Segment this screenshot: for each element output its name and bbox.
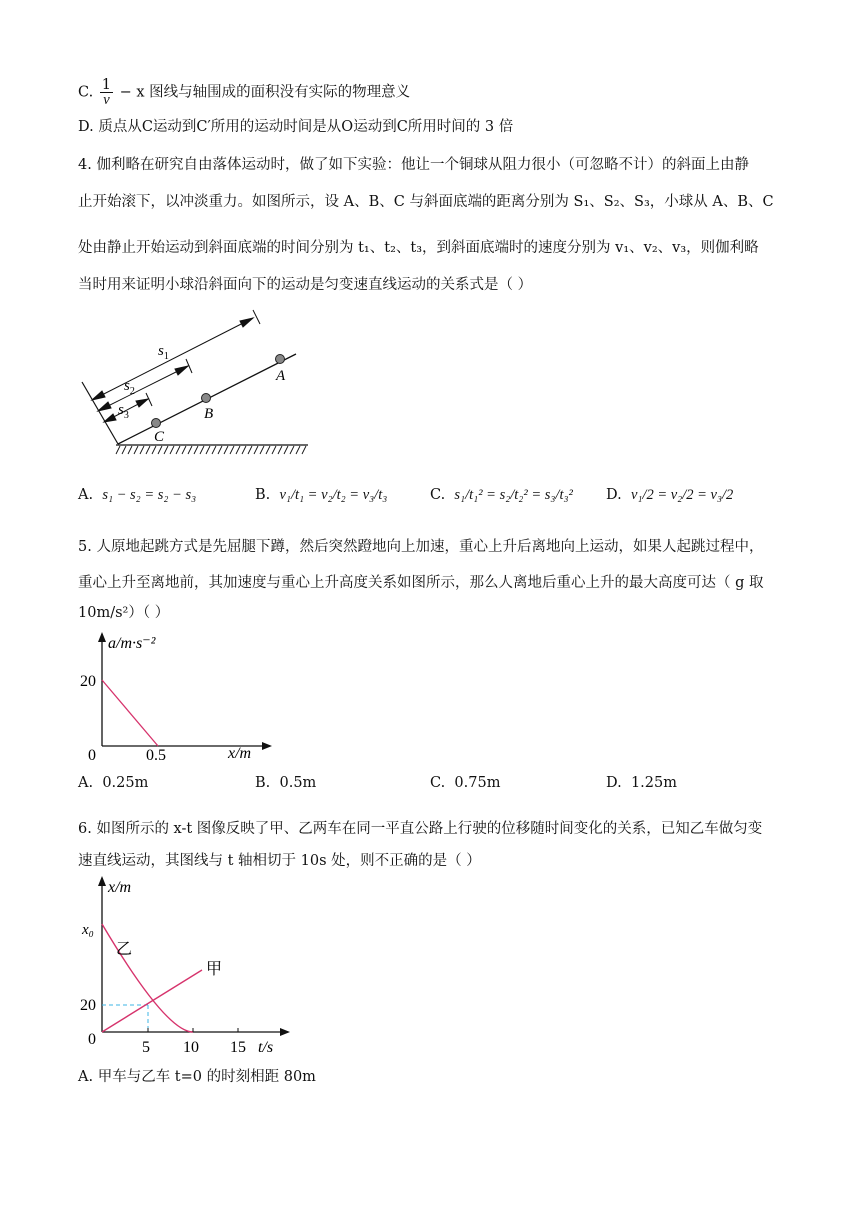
svg-text:x/m: x/m [228, 745, 252, 762]
q6-stem-line1: 6. 如图所示的 x-t 图像反映了甲、乙两车在同一平直公路上行驶的位移随时间变化的关系，已知乙车做匀变 [78, 821, 763, 837]
q4-incline-figure [78, 300, 308, 460]
svg-text:乙: 乙 [116, 941, 133, 958]
q3-option-d: D. 质点从C运动到C′所用的运动时间是从O运动到C所用时间的 3 倍 [78, 119, 514, 135]
q4-option-d[interactable]: D. v₁/2 = v₂/2 = v₃/2 [606, 487, 734, 503]
q4-option-c[interactable]: C. s₁/t₁² = s₂/t₂² = s₃/t₃² [430, 487, 573, 503]
svg-text:x₀: x₀ [82, 922, 94, 938]
q6-option-a[interactable]: A. 甲车与乙车 t=0 的时刻相距 80m [78, 1069, 316, 1085]
q5-stem-line2: 重心上升至离地前，其加速度与重心上升高度关系如图所示，那么人离地后重心上升的最大高度可达（ g 取 [78, 575, 764, 591]
q4-stem-line1: 4. 伽利略在研究自由落体运动时，做了如下实验：他让一个铜球从阻力很小（可忽略不计）的斜面上由静 [78, 157, 749, 173]
svg-text:10: 10 [183, 1039, 199, 1056]
q3-option-c: C. $\frac{1}{v}$ − x 图线与轴围成的面积没有实际的物理意义 [78, 77, 411, 108]
ball-b-icon [202, 394, 211, 403]
q5-option-a[interactable]: A. 0.25m [78, 775, 149, 791]
svg-text:B: B [204, 406, 214, 422]
q6-stem-line2: 速直线运动，其图线与 t 轴相切于 10s 处，则不正确的是（ ） [78, 853, 481, 869]
svg-text:0: 0 [88, 747, 96, 764]
svg-text:s1: $s_1$ [158, 343, 169, 362]
svg-text:甲: 甲 [206, 961, 223, 978]
svg-text:A: A [276, 368, 286, 384]
q6-xt-graph [78, 872, 298, 1062]
fraction-1-over-v: $\frac{1}{v}$ [101, 77, 112, 108]
q5-stem-line1: 5. 人原地起跳方式是先屈腿下蹲，然后突然蹬地向上加速，重心上升后离地向上运动，如果人起跳过程中， [78, 539, 764, 555]
svg-text:20: 20 [80, 673, 96, 690]
q4-stem-line2: 止开始滚下，以冲淡重力。如图所示，设 A、B、C 与斜面底端的距离分别为 S₁、S₂、S₃，小球从 A、B、C [78, 194, 774, 210]
svg-text:s3: $s_3$ [118, 402, 129, 421]
q4-option-a[interactable]: A. s₁ − s₂ = s₂ − s₃ [78, 487, 197, 503]
svg-text:C: C [154, 429, 165, 445]
svg-text:0: 0 [88, 1031, 96, 1048]
svg-text:s2: $s_2$ [124, 378, 135, 397]
q4-stem-line4: 当时用来证明小球沿斜面向下的运动是匀变速直线运动的关系式是（ ） [78, 277, 533, 293]
svg-text:20: 20 [80, 997, 96, 1014]
svg-text:15: 15 [230, 1039, 246, 1056]
ball-a-icon [276, 355, 285, 364]
q4-option-b[interactable]: B. v₁/t₁ = v₂/t₂ = v₃/t₃ [255, 487, 388, 503]
svg-text:a/m·s⁻²: a/m·s⁻² [108, 635, 156, 652]
q5-option-d[interactable]: D. 1.25m [606, 775, 677, 791]
svg-text:5: 5 [142, 1039, 150, 1056]
q5-acceleration-graph [78, 628, 278, 764]
svg-text:t/s: t/s [258, 1039, 274, 1056]
ball-c-icon [152, 419, 161, 428]
svg-text:0.5: 0.5 [146, 747, 166, 764]
q5-option-b[interactable]: B. 0.5m [255, 775, 317, 791]
q5-option-c[interactable]: C. 0.75m [430, 775, 501, 791]
q5-stem-line3: 10m/s²）（ ） [78, 605, 170, 621]
q4-stem-line3: 处由静止开始运动到斜面底端的时间分别为 t₁、t₂、t₃，到斜面底端时的速度分别为 v₁、v₂、v₃，则伽利略 [78, 240, 759, 256]
svg-text:x/m: x/m [108, 879, 132, 896]
